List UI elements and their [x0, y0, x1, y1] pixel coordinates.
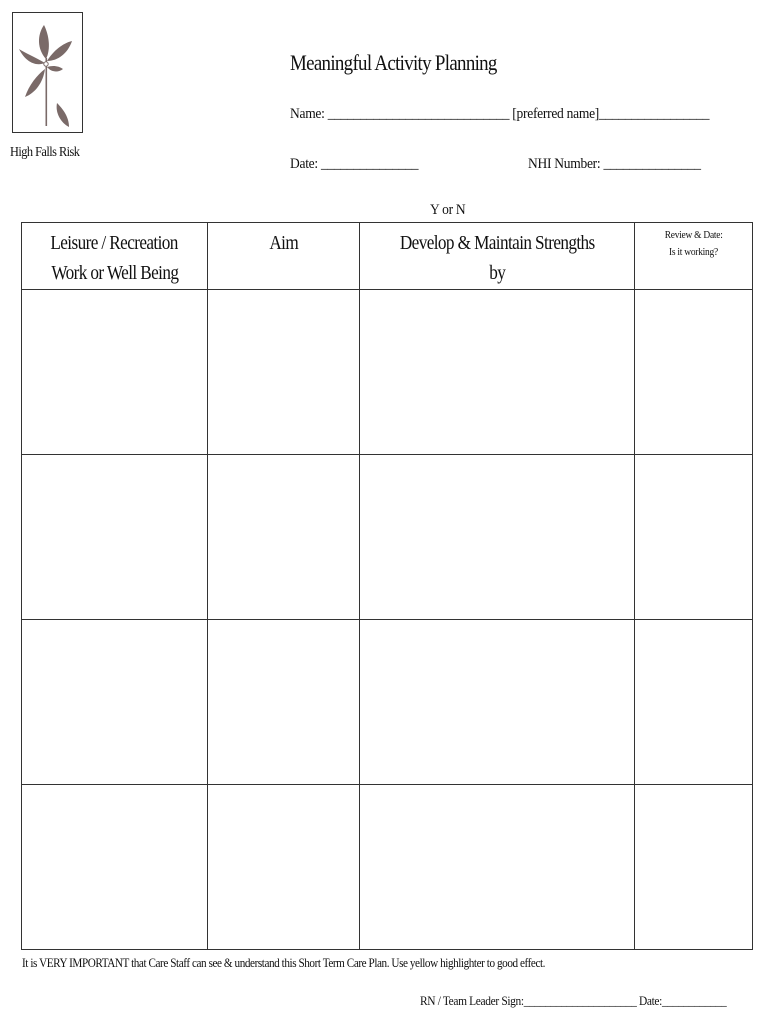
table-cell-aim[interactable] [208, 455, 360, 620]
table-row [22, 290, 753, 455]
column-header-strengths-line1: Develop & Maintain Strengths [399, 232, 595, 254]
activity-plan-table [21, 222, 753, 950]
table-cell-strengths[interactable] [360, 620, 635, 785]
table-cell-leisure[interactable] [22, 620, 208, 785]
column-header-review [635, 223, 753, 290]
column-header-leisure [22, 223, 208, 290]
important-note: It is VERY IMPORTANT that Care Staff can see & understand this Short Term Care Plan. Use yellow highlighter to good effect. [22, 955, 546, 970]
table-cell-aim[interactable] [208, 620, 360, 785]
table-cell-review[interactable] [635, 620, 753, 785]
column-header-review-line1: Review & Date: [664, 229, 723, 241]
name-field[interactable]: Name: ____________________________ [preferred name]_________________ [290, 106, 710, 122]
y-or-n-label: Y or N [430, 202, 466, 218]
table-row [22, 785, 753, 950]
table-cell-strengths[interactable] [360, 455, 635, 620]
column-header-review-line2: Is it working? [669, 246, 718, 258]
table-header-row [22, 223, 753, 290]
column-header-strengths-line2: by [488, 262, 505, 284]
table-cell-strengths[interactable] [360, 290, 635, 455]
nhi-number-field[interactable]: NHI Number: _______________ [528, 156, 701, 172]
table-cell-leisure[interactable] [22, 455, 208, 620]
table-row [22, 620, 753, 785]
rn-team-leader-sign-field[interactable]: RN / Team Leader Sign:_____________________ Date:____________ [420, 993, 727, 1008]
flower-logo-icon [13, 13, 82, 132]
column-header-leisure-line2: Work or Well Being [50, 262, 179, 284]
table-cell-leisure[interactable] [22, 785, 208, 950]
column-header-leisure-line1: Leisure / Recreation [50, 232, 179, 254]
table-cell-aim[interactable] [208, 785, 360, 950]
table-cell-review[interactable] [635, 785, 753, 950]
table-row [22, 455, 753, 620]
page-title: Meaningful Activity Planning [290, 50, 497, 75]
column-header-aim-line1: Aim [269, 232, 298, 254]
table-cell-strengths[interactable] [360, 785, 635, 950]
column-header-aim [208, 223, 360, 290]
table-cell-review[interactable] [635, 455, 753, 620]
table-cell-leisure[interactable] [22, 290, 208, 455]
date-field[interactable]: Date: _______________ [290, 156, 419, 172]
table-cell-review[interactable] [635, 290, 753, 455]
table-cell-aim[interactable] [208, 290, 360, 455]
logo [12, 12, 83, 133]
high-falls-risk-label: High Falls Risk [10, 145, 80, 160]
column-header-strengths [360, 223, 635, 290]
